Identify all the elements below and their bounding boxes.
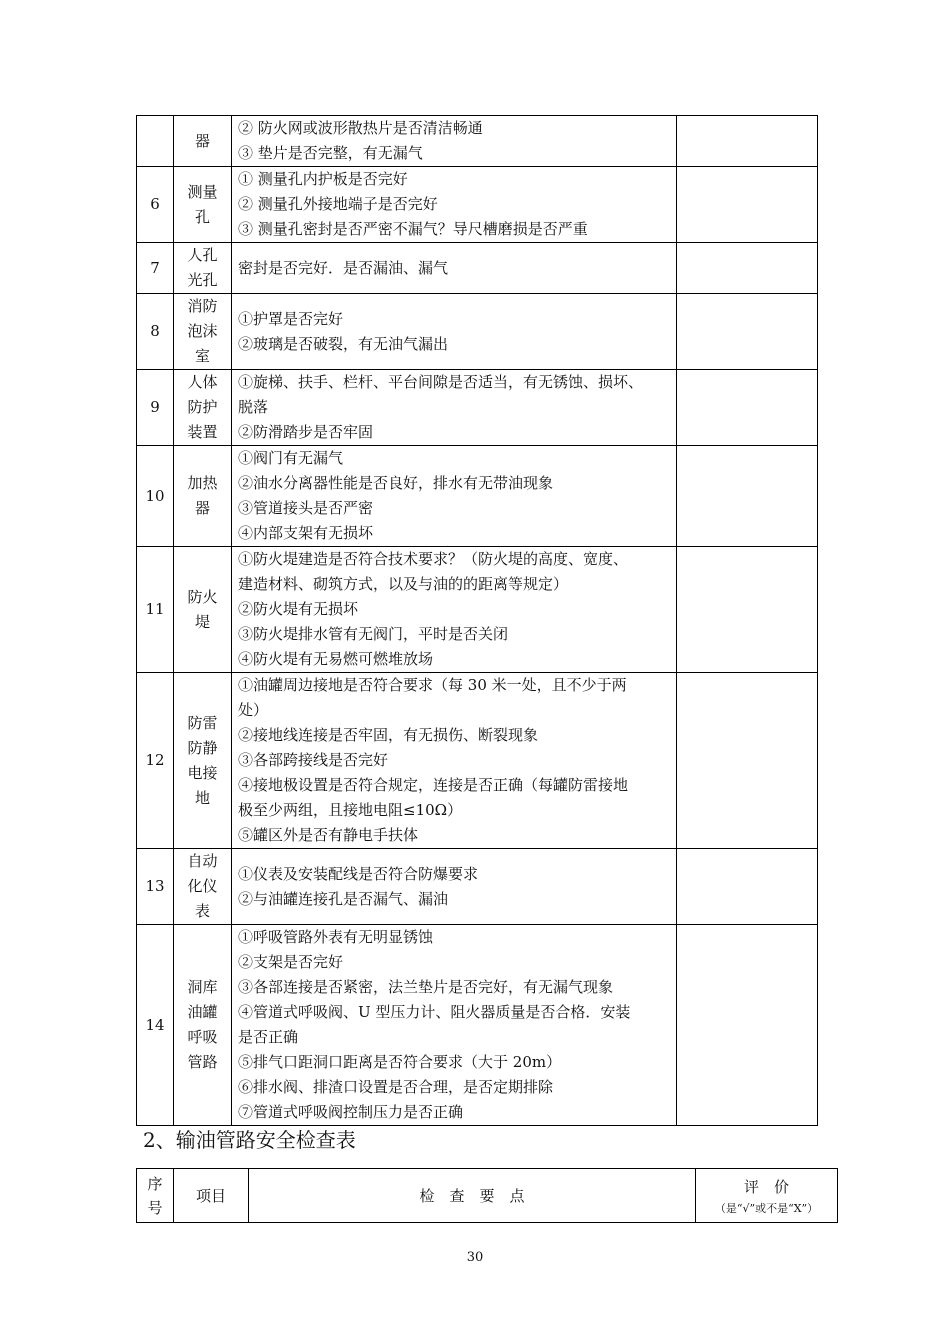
item-line: 管路 (187, 1053, 218, 1071)
row-number-cell: 12 (137, 673, 174, 849)
row-points-cell (232, 116, 677, 167)
row-item-cell (174, 547, 232, 673)
page-number: 30 (466, 1250, 484, 1265)
item-line: 孔 (194, 207, 210, 226)
item-line: 地 (194, 788, 210, 807)
point-line: ⑤排气口距洞口距离是否符合要求（大于 20m） (238, 1053, 562, 1071)
header-eval-subtitle: （是“√”或不是“X”） (714, 1201, 819, 1215)
table-row (137, 243, 818, 294)
item-line: 表 (194, 902, 210, 920)
item-line: 消防 (187, 297, 218, 315)
row-evaluation-cell[interactable] (677, 243, 818, 294)
item-line: 防护 (187, 398, 218, 416)
header-eval-title: 评 价 (743, 1177, 789, 1196)
point-line: ②接地线连接是否牢固，有无损伤、断裂现象 (238, 726, 539, 744)
point-line: ②防滑踏步是否牢固 (238, 423, 374, 441)
item-line: 器 (194, 131, 210, 150)
point-line: ③防火堤排水管有无阀门，平时是否关闭 (238, 625, 509, 643)
row-item-cell (174, 673, 232, 849)
header-num-line: 号 (147, 1198, 163, 1217)
table-row (137, 167, 818, 243)
point-line: ③各部跨接线是否完好 (238, 751, 389, 769)
point-line: ② 测量孔外接地端子是否完好 (238, 195, 438, 213)
section-heading: 2、输油管路安全检查表 (143, 1128, 356, 1152)
table-row (137, 925, 818, 1126)
point-line: ①防火堤建造是否符合技术要求？（防火堤的高度、宽度、 (238, 550, 629, 568)
point-line: ①阀门有无漏气 (238, 449, 344, 467)
item-line: 防火 (187, 587, 218, 606)
inspection-table-body (137, 116, 818, 1126)
header-num-line: 序 (147, 1174, 163, 1193)
row-points-cell (232, 243, 677, 294)
point-line: ④管道式呼吸阀、U 型压力计、阻火器质量是否合格．安装 (238, 1003, 631, 1021)
point-line: ② 防火网或波形散热片是否清洁畅通 (238, 119, 483, 137)
table-row (137, 294, 818, 370)
point-line: ④接地极设置是否符合规定，连接是否正确（每罐防雷接地 (238, 776, 629, 794)
point-line: ⑦管道式呼吸阀控制压力是否正确 (238, 1103, 464, 1121)
row-evaluation-cell[interactable] (677, 446, 818, 547)
point-line: 是否正确 (238, 1028, 299, 1046)
row-evaluation-cell[interactable] (677, 116, 818, 167)
point-line: ③ 垫片是否完整，有无漏气 (238, 144, 423, 162)
item-line: 油罐 (187, 1003, 218, 1021)
header-eval-cell (696, 1169, 838, 1223)
point-line: ③ 测量孔密封是否严密不漏气？导尺槽磨损是否严重 (238, 220, 588, 238)
point-line: ②玻璃是否破裂，有无油气漏出 (238, 334, 449, 353)
row-evaluation-cell[interactable] (677, 673, 818, 849)
row-item-cell (174, 116, 232, 167)
row-number-cell: 11 (137, 547, 174, 673)
row-evaluation-cell[interactable] (677, 370, 818, 446)
row-item-cell (174, 446, 232, 547)
row-points-cell (232, 849, 677, 925)
item-line: 泡沫 (187, 322, 218, 340)
row-evaluation-cell[interactable] (677, 849, 818, 925)
item-line: 自动 (187, 852, 218, 870)
table-row (137, 673, 818, 849)
point-line: ②油水分离器性能是否良好，排水有无带油现象 (238, 474, 554, 492)
row-points-cell (232, 446, 677, 547)
row-number-cell: 13 (137, 849, 174, 925)
point-line: 脱落 (238, 398, 269, 416)
point-line: ①仪表及安装配线是否符合防爆要求 (238, 864, 479, 883)
point-line: 极至少两组，且接地电阻≤10Ω） (238, 801, 463, 819)
row-evaluation-cell[interactable] (677, 925, 818, 1126)
row-item-cell (174, 849, 232, 925)
table-row (137, 849, 818, 925)
row-number-cell: 8 (137, 294, 174, 370)
item-line: 堤 (194, 612, 210, 631)
row-number-cell: 7 (137, 243, 174, 294)
row-item-cell (174, 370, 232, 446)
row-points-cell (232, 167, 677, 243)
row-item-cell (174, 167, 232, 243)
item-line: 器 (194, 499, 210, 517)
header-num-cell (137, 1169, 174, 1223)
point-line: ⑥排水阀、排渣口设置是否合理，是否定期排除 (238, 1078, 554, 1096)
point-line: 密封是否完好．是否漏油、漏气 (238, 258, 449, 277)
item-line: 防静 (187, 738, 218, 757)
header-points-cell: 检 查 要 点 (249, 1169, 696, 1223)
row-points-cell (232, 673, 677, 849)
row-number-cell: 14 (137, 925, 174, 1126)
row-item-cell (174, 243, 232, 294)
item-line: 人孔 (187, 246, 218, 264)
item-line: 测量 (187, 182, 218, 201)
point-line: ④内部支架有无损坏 (238, 524, 374, 542)
row-item-cell (174, 294, 232, 370)
row-item-cell (174, 925, 232, 1126)
point-line: 处） (238, 701, 269, 719)
item-line: 人体 (187, 373, 218, 391)
point-line: ②支架是否完好 (238, 953, 344, 971)
row-evaluation-cell[interactable] (677, 294, 818, 370)
row-points-cell (232, 370, 677, 446)
row-number-cell: 6 (137, 167, 174, 243)
point-line: ① 测量孔内护板是否完好 (238, 170, 408, 188)
point-line: ③各部连接是否紧密，法兰垫片是否完好，有无漏气现象 (238, 978, 614, 996)
row-evaluation-cell[interactable] (677, 547, 818, 673)
table-row (137, 446, 818, 547)
header-item-cell: 项目 (174, 1169, 249, 1223)
point-line: ①呼吸管路外表有无明显锈蚀 (238, 928, 434, 946)
row-number-cell (137, 116, 174, 167)
item-line: 电接 (187, 763, 218, 782)
point-line: 建造材料、砌筑方式，以及与油的的距离等规定） (238, 575, 569, 593)
point-line: ④防火堤有无易燃可燃堆放场 (238, 650, 434, 668)
table-row (137, 116, 818, 167)
row-number-cell: 10 (137, 446, 174, 547)
point-line: ①油罐周边接地是否符合要求（每 30 米一处，且不少于两 (238, 676, 627, 694)
inspection-table (136, 115, 818, 1126)
table-row (137, 370, 818, 446)
item-line: 装置 (187, 423, 218, 441)
pipeline-table-header (136, 1168, 838, 1223)
point-line: ①旋梯、扶手、栏杆、平台间隙是否适当，有无锈蚀、损坏、 (238, 373, 644, 391)
header-row (137, 1169, 838, 1223)
item-line: 防雷 (187, 713, 218, 732)
row-points-cell (232, 294, 677, 370)
item-line: 光孔 (187, 271, 218, 289)
item-line: 洞库 (187, 978, 218, 996)
point-line: ⑤罐区外是否有静电手扶体 (238, 826, 419, 844)
item-line: 加热 (187, 474, 218, 492)
item-line: 室 (194, 347, 210, 365)
item-line: 呼吸 (187, 1028, 218, 1046)
point-line: ③管道接头是否严密 (238, 499, 374, 517)
row-number-cell: 9 (137, 370, 174, 446)
point-line: ②防火堤有无损坏 (238, 600, 359, 618)
table-row (137, 547, 818, 673)
row-evaluation-cell[interactable] (677, 167, 818, 243)
item-line: 化仪 (187, 877, 218, 895)
row-points-cell (232, 547, 677, 673)
row-points-cell (232, 925, 677, 1126)
point-line: ①护罩是否完好 (238, 309, 344, 328)
point-line: ②与油罐连接孔是否漏气、漏油 (238, 889, 449, 908)
